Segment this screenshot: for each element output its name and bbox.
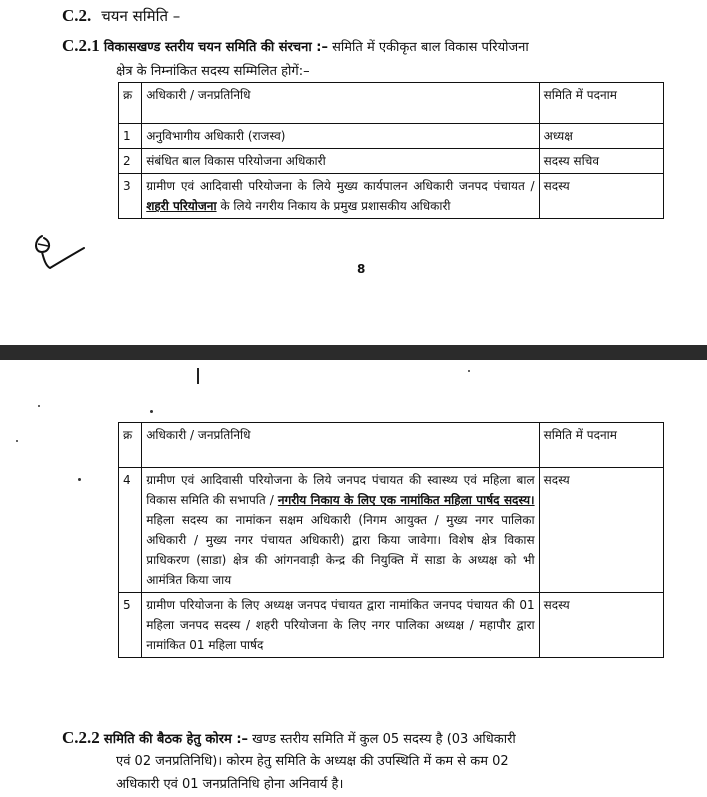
page-number: 8 [357,262,366,276]
row-official-underlined: नगरीय निकाय के लिए एक नामांकित महिला पार्षद सदस्य। [277,493,535,507]
row-official: अनुविभागीय अधिकारी (राजस्व) [142,124,539,149]
section-heading [62,6,180,26]
subsection-text-line2: क्षेत्र के निम्नांकित सदस्य सम्मिलित होगें:– [116,64,310,79]
header-serial: क्र [119,83,142,124]
subsection-text-line2: एवं 02 जनप्रतिनिधि)। कोरम हेतु समिति के अध्यक्ष की उपस्थिति में कम से कम 02 [116,754,509,769]
row-serial: 2 [119,149,142,174]
header-official: अधिकारी / जनप्रतिनिधि [142,423,539,468]
row-official [142,174,539,219]
scan-speck [468,370,470,372]
section-number: C.2. [62,6,92,25]
page-divider [0,345,707,360]
document-page-1 [0,0,707,345]
subsection-number: C.2.2 [62,728,100,747]
row-serial: 3 [119,174,142,219]
row-designation: सदस्य [539,593,663,658]
header-designation: समिति में पदनाम [539,83,663,124]
header-official: अधिकारी / जनप्रतिनिधि [142,83,539,124]
row-designation: सदस्य [539,468,663,593]
row-serial: 1 [119,124,142,149]
committee-table-1 [118,82,664,219]
row-serial: 4 [119,468,142,593]
section-title: चयन समिति – [101,7,181,25]
subsection-2-1 [62,34,529,60]
header-designation: समिति में पदनाम [539,423,663,468]
row-official-underlined: शहरी परियोजना [146,199,217,213]
row-official-part3: महिला सदस्य का नामांकन सक्षम अधिकारी (निगम आयुक्त / मुख्य नगर पालिका अधिकारी / मुख्य नगर पंचायत अधिकारी) द्वारा किया जावेगा। विशेष क्षेत्र विकास प्राधिकरण (साडा) क्षेत्र की आंगनवाड़ी केन्द्र की नियुक्ति में साडा के अध्यक्ष को भी आमंत्रित किया जाय [146,513,535,587]
row-official-part1: ग्रामीण एवं आदिवासी परियोजना के लिये जनपद पंचायत की स्वास्थ्य एवं महिला बाल विकास समिति की सभापति / [146,473,535,507]
subsection-heading: विकासखण्ड स्तरीय चयन समिति की संरचना :– [103,40,328,55]
row-designation: सदस्य [539,174,663,219]
scan-speck [38,405,40,407]
row-official: संबंधित बाल विकास परियोजना अधिकारी [142,149,539,174]
signature-mark [30,226,90,276]
table-row [119,124,664,149]
scan-mark [197,368,199,384]
subsection-text-line1: समिति में एकीकृत बाल विकास परियोजना [332,40,529,55]
subsection-2-2-line2 [116,750,509,774]
subsection-2-1-line2 [116,60,310,84]
document-page-2 [0,360,707,796]
table-header-row [119,83,664,124]
table-row [119,149,664,174]
subsection-2-2-line3 [116,773,343,797]
scan-speck [150,410,153,413]
table-row [119,468,664,593]
table-header-row [119,423,664,468]
row-official: ग्रामीण परियोजना के लिए अध्यक्ष जनपद पंचायत द्वारा नामांकित जनपद पंचायत की 01 महिला जनपद सदस्य / शहरी परियोजना के लिए नगर पालिका अध्यक्ष / महापौर द्वारा नामांकित 01 महिला पार्षद [142,593,539,658]
committee-table-2 [118,422,664,658]
row-serial: 5 [119,593,142,658]
row-designation: सदस्य सचिव [539,149,663,174]
row-official-part1: ग्रामीण एवं आदिवासी परियोजना के लिये मुख्य कार्यपालन अधिकारी जनपद पंचायत / [146,179,535,193]
subsection-number: C.2.1 [62,36,100,55]
row-designation: अध्यक्ष [539,124,663,149]
subsection-text-line3: अधिकारी एवं 01 जनप्रतिनिधि होना अनिवार्य है। [116,777,344,792]
table-row [119,174,664,219]
table-row [119,593,664,658]
subsection-2-2 [62,726,516,752]
row-official [142,468,539,593]
scan-speck [16,440,18,442]
scan-speck [78,478,81,481]
header-serial: क्र [119,423,142,468]
subsection-text-line1: खण्ड स्तरीय समिति में कुल 05 सदस्य है (03 अधिकारी [252,732,516,747]
subsection-heading: समिति की बैठक हेतु कोरम :– [103,732,249,747]
row-official-part3: के लिये नगरीय निकाय के प्रमुख प्रशासकीय अधिकारी [220,199,451,213]
